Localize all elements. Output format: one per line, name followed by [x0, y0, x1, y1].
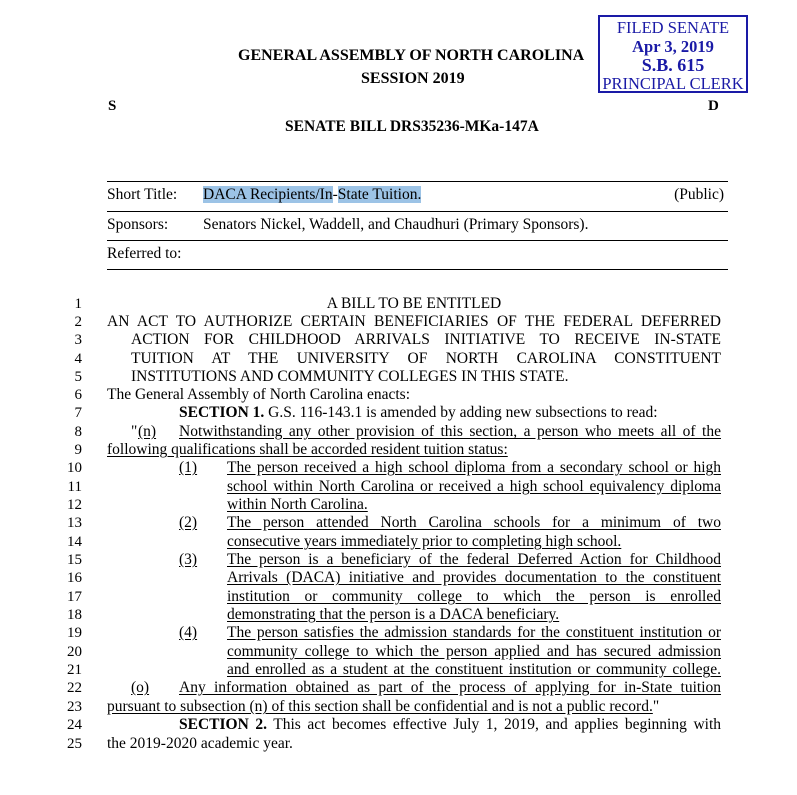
line-number: 17 — [67, 589, 82, 605]
item-1-text: school within North Carolina or received a high school equivalency diploma — [227, 478, 721, 495]
short-title-row — [107, 182, 728, 211]
public-designation: (Public) — [674, 186, 724, 203]
act-title-line: AN ACT TO AUTHORIZE CERTAIN BENEFICIARIES OF THE FEDERAL DEFERRED — [107, 313, 721, 330]
subsection-n-mark: (n) — [138, 423, 157, 440]
line-number: 16 — [67, 570, 82, 586]
line-number: 21 — [67, 662, 82, 678]
subsection-o-line — [107, 698, 659, 716]
referred-label: Referred to: — [107, 245, 182, 262]
subsection-o-mark: (o) — [131, 679, 150, 696]
closing-quote: " — [652, 698, 660, 715]
line-number: 12 — [67, 497, 82, 513]
session-heading: SESSION 2019 — [361, 70, 465, 87]
item-4-text: and enrolled as a student at the constituent institution or community college. — [227, 661, 721, 678]
act-title-line: ACTION FOR CHILDHOOD ARRIVALS INITIATIVE TO RECEIVE IN-STATE — [131, 331, 721, 348]
subsection-o-text: pursuant to subsection (n) of this section shall be confidential and is not a public record. — [107, 698, 653, 715]
bill-title: SENATE BILL DRS35236-MKa-147A — [285, 118, 539, 135]
line-number: 22 — [67, 680, 82, 696]
short-title-hyphen: - — [332, 186, 338, 203]
item-3-text: The person is a beneficiary of the federal Deferred Action for Childhood — [227, 551, 721, 568]
sponsors-label: Sponsors: — [107, 216, 169, 233]
section-1-heading: SECTION 1. — [179, 404, 265, 421]
stamp-filed-senate: FILED SENATE — [616, 18, 730, 37]
item-3-text: demonstrating that the person is a DACA beneficiary. — [227, 606, 560, 623]
line-number: 23 — [67, 699, 82, 715]
draft-code-right: D — [708, 98, 719, 114]
subsection-o-text: Any information obtained as part of the process of applying for in-State tuition — [179, 679, 721, 696]
section-2-text: the 2019-2020 academic year. — [107, 735, 293, 752]
subsection-n-quote: " — [131, 423, 138, 440]
item-2-number: (2) — [179, 514, 198, 531]
assembly-heading: GENERAL ASSEMBLY OF NORTH CAROLINA — [238, 47, 585, 64]
item-1-number: (1) — [179, 459, 198, 476]
bill-entitled-heading: A BILL TO BE ENTITLED — [326, 295, 502, 312]
line-number: 1 — [74, 296, 82, 312]
item-4-number: (4) — [179, 624, 198, 641]
item-4-text: community college to which the person applied and has secured admission — [227, 643, 721, 660]
section-2-heading: SECTION 2. — [179, 716, 267, 733]
item-1-text: The person received a high school diploma from a secondary school or high — [227, 459, 721, 476]
item-3-text: Arrivals (DACA) initiative and provides documentation to the constituent — [227, 569, 721, 586]
line-number: 19 — [67, 625, 82, 641]
stamp-principal-clerk: PRINCIPAL CLERK — [602, 73, 744, 93]
line-number: 13 — [67, 515, 82, 531]
line-number: 24 — [67, 717, 82, 733]
line-number: 7 — [74, 405, 82, 421]
referred-row — [107, 241, 728, 270]
act-title-line: INSTITUTIONS AND COMMUNITY COLLEGES IN THIS STATE. — [131, 368, 569, 385]
info-table-bottom-rule — [107, 269, 728, 270]
line-number: 9 — [74, 442, 82, 458]
item-3-text: institution or community college to which the person is enrolled — [227, 588, 721, 605]
section-1-line — [179, 404, 658, 422]
stamp-bill-number: S.B. 615 — [641, 55, 705, 75]
line-number: 3 — [74, 332, 82, 348]
filed-senate-stamp — [598, 15, 748, 93]
short-title-label: Short Title: — [107, 186, 178, 203]
section-1-text: G.S. 116-143.1 is amended by adding new subsections to read: — [264, 404, 658, 421]
line-number: 15 — [67, 552, 82, 568]
act-title-line: TUITION AT THE UNIVERSITY OF NORTH CAROLINA CONSTITUENT — [131, 350, 721, 367]
item-3-number: (3) — [179, 551, 198, 568]
line-number: 18 — [67, 607, 82, 623]
line-number: 14 — [67, 534, 82, 550]
subsection-n-text: following qualifications shall be accorded resident tuition status: — [107, 441, 508, 458]
stamp-date: Apr 3, 2019 — [632, 36, 714, 56]
enacting-clause: The General Assembly of North Carolina enacts: — [107, 386, 411, 403]
line-number: 2 — [74, 314, 82, 330]
sponsors-value: Senators Nickel, Waddell, and Chaudhuri (Primary Sponsors). — [203, 216, 589, 233]
short-title-value — [203, 186, 421, 204]
item-4-text: The person satisfies the admission standards for the constituent institution or — [227, 624, 721, 641]
line-number: 25 — [67, 736, 82, 752]
short-title-part-1: DACA Recipients/In — [203, 186, 333, 203]
line-number: 5 — [74, 369, 82, 385]
short-title-part-2: State Tuition. — [337, 186, 422, 203]
item-2-text: The person attended North Carolina schools for a minimum of two — [227, 514, 721, 531]
section-2-line — [179, 716, 721, 734]
subsection-n-text: Notwithstanding any other provision of this section, a person who meets all of the — [179, 423, 721, 440]
line-number: 10 — [67, 460, 82, 476]
line-number: 11 — [67, 479, 82, 495]
line-number: 8 — [74, 424, 82, 440]
line-number: 20 — [67, 644, 82, 660]
item-2-text: consecutive years immediately prior to completing high school. — [227, 533, 622, 550]
chamber-code-left: S — [108, 98, 117, 114]
line-number: 6 — [74, 387, 82, 403]
sponsors-row — [107, 212, 728, 241]
item-1-text: within North Carolina. — [227, 496, 368, 513]
line-number: 4 — [74, 351, 82, 367]
section-2-text: This act becomes effective July 1, 2019, and applies beginning with — [266, 716, 721, 733]
